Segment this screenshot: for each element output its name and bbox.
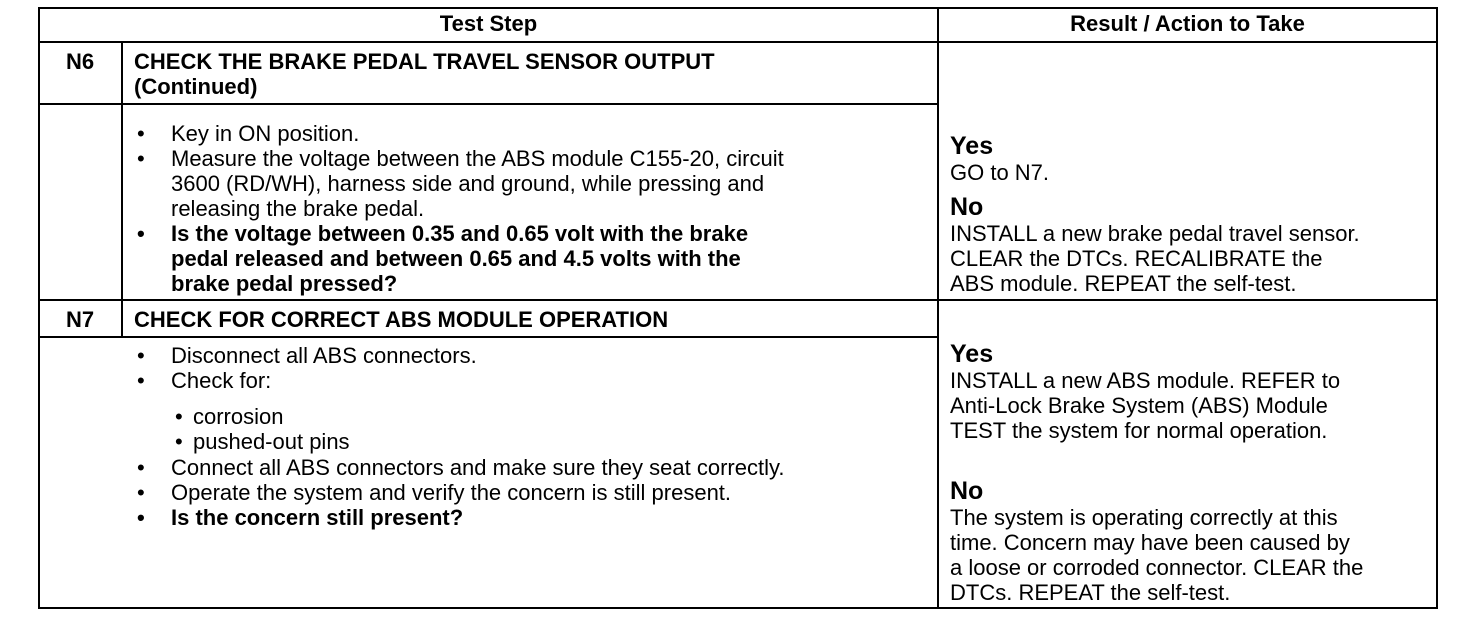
bullet: • [137, 146, 145, 171]
list-item: Connect all ABS connectors and make sure they seat correctly. [171, 455, 785, 480]
list-item: Key in ON position. [171, 121, 360, 146]
no-action-n7: DTCs. REPEAT the self-test. [950, 580, 1231, 605]
step-title-n6-line1: CHECK THE BRAKE PEDAL TRAVEL SENSOR OUTPUT [134, 49, 715, 74]
n7-title-divider [38, 336, 938, 338]
bullet: • [137, 368, 145, 393]
no-action-n6: INSTALL a new brake pedal travel sensor. [950, 221, 1360, 246]
question-text: Is the voltage between 0.35 and 0.65 volt with the brake [171, 221, 749, 246]
bullet: • [137, 480, 145, 505]
no-action-n7: time. Concern may have been caused by [950, 530, 1350, 555]
header-test-step: Test Step [439, 11, 538, 36]
bullet: • [137, 505, 145, 530]
bullet: • [137, 343, 145, 368]
step-title-n6-line2: (Continued) [134, 74, 258, 99]
list-item: Check for: [171, 368, 272, 393]
header-divider [38, 41, 1438, 43]
yes-action-n7: Anti-Lock Brake System (ABS) Module [950, 393, 1328, 418]
question-text: Is the concern still present? [171, 505, 464, 530]
list-item: Measure the voltage between the ABS module C155-20, circuit [171, 146, 784, 171]
n6-title-divider [38, 103, 938, 105]
no-action-n6: ABS module. REPEAT the self-test. [950, 271, 1297, 296]
bullet: • [137, 121, 145, 146]
sub-list-item: corrosion [193, 404, 284, 429]
question-text: brake pedal pressed? [171, 271, 398, 296]
list-item-continuation: releasing the brake pedal. [171, 196, 425, 221]
no-label-n6: No [950, 193, 984, 221]
yes-label-n6: Yes [950, 132, 994, 160]
step-number-n6: N6 [65, 49, 95, 74]
bullet: • [137, 221, 145, 246]
sub-bullet: • [175, 429, 183, 454]
list-item: Disconnect all ABS connectors. [171, 343, 477, 368]
no-action-n7: a loose or corroded connector. CLEAR the [950, 555, 1364, 580]
no-action-n7: The system is operating correctly at this [950, 505, 1338, 530]
bullet: • [137, 455, 145, 480]
question-text: pedal released and between 0.65 and 4.5 volts with the [171, 246, 741, 271]
header-result-action: Result / Action to Take [1070, 11, 1305, 36]
no-action-n6: CLEAR the DTCs. RECALIBRATE the [950, 246, 1323, 271]
row-divider [38, 299, 1438, 301]
sub-list-item: pushed-out pins [193, 429, 350, 454]
list-item-continuation: 3600 (RD/WH), harness side and ground, while pressing and [171, 171, 765, 196]
step-number-n7: N7 [65, 307, 95, 332]
yes-action-n6: GO to N7. [950, 160, 1050, 185]
column-divider-step [121, 42, 123, 338]
step-title-n7: CHECK FOR CORRECT ABS MODULE OPERATION [134, 307, 669, 332]
list-item: Operate the system and verify the concern is still present. [171, 480, 732, 505]
yes-action-n7: TEST the system for normal operation. [950, 418, 1328, 443]
yes-action-n7: INSTALL a new ABS module. REFER to [950, 368, 1341, 393]
no-label-n7: No [950, 477, 984, 505]
yes-label-n7: Yes [950, 340, 994, 368]
sub-bullet: • [175, 404, 183, 429]
column-divider-result [937, 7, 939, 609]
